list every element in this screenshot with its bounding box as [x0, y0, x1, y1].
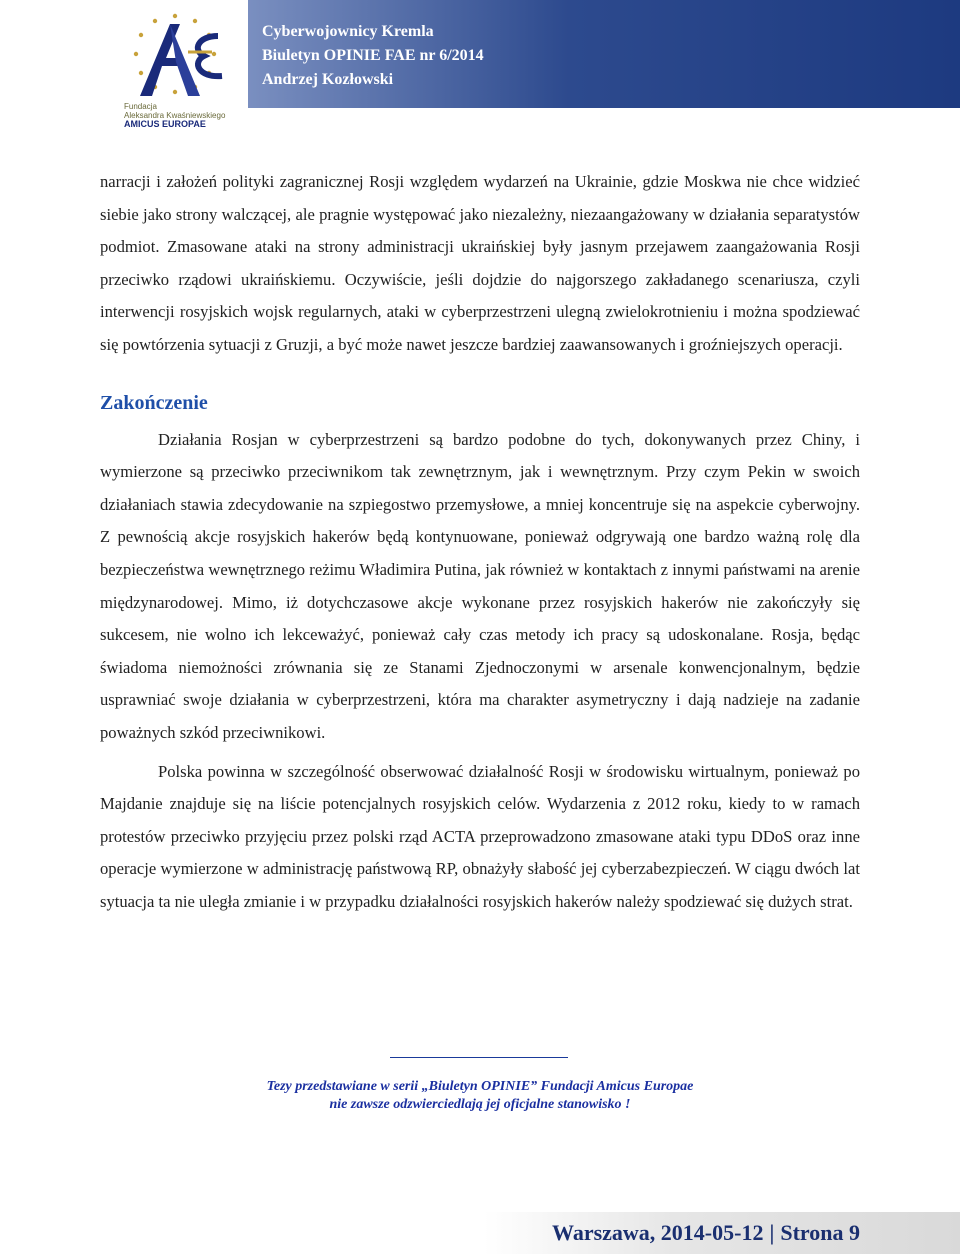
disclaimer-footnote	[0, 1078, 960, 1114]
logo-caption	[124, 102, 244, 129]
page-footer	[552, 1218, 860, 1248]
amicus-europae-logo-icon	[100, 6, 250, 136]
body-paragraph-2: Działania Rosjan w cyberprzestrzeni są bardzo podobne do tych, dokonywanych przez Chiny, i wymierzone są przeciwko przeciwnikom tak zewnętrznym, jak i wewnętrznym. Przy czym Pekin w swoich działaniach stawia zdecydowanie na szpiegostwo przemysłowe, a mniej koncentruje się na aspekcie cyberwojny. Z pewnością akcje rosyjskich hakerów będą kontynuowane, ponieważ odgrywają one bardzo ważną rolę dla bezpieczeństwa wewnętrznego reżimu Władimira Putina, jak również w kontaktach z innymi państwami na arenie międzynarodowej. Mimo, iż dotychczasowe akcje wykonane przez rosyjskich hakerów nie zakończyły się sukcesem, nie wolno ich lekceważyć, ponieważ cały czas metody ich pracy są udoskonalane. Rosja, będąc świadoma niemożności zrównania się ze Stanami Zjednoczonymi w arsenale konwencjonalnym, będzie usprawniać swoje działania w cyberprzestrzeni, która ma charakter asymetryczny i dają nadzieje na zadanie poważnych szkód przeciwnikowi.	[100, 429, 860, 742]
document-title: Cyberwojownicy Kremla	[262, 23, 434, 40]
body-paragraph-1: narracji i założeń polityki zagranicznej Rosji względem wydarzeń na Ukrainie, gdzie Moskwa nie chce widzieć siebie jako strony walczącej, ale pragnie występować jako niezależny, niezaangażowany w działania separatystów podmiot. Zmasowane ataki na strony administracji ukraińskiej były jasnym przejawem zaangażowania Rosji przeciwko rządowi ukraińskiemu. Oczywiście, jeśli dojdzie do najgorszego zakładanego scenariusza, czyli interwencji rosyjskich wojsk regularnych, ataki w cyberprzestrzeni ulegną zwielokrotnieniu i można spodziewać się powtórzenia sytuacji z Gruzji, a być może nawet jeszcze bardziej zaawansowanych i groźniejszych operacji.	[100, 172, 860, 354]
page-header	[0, 0, 960, 140]
logo-caption-line1: Fundacja	[124, 102, 157, 111]
disclaimer-line-2: nie zawsze odzwierciedlają jej oficjalne stanowisko !	[329, 1097, 631, 1112]
logo-caption-line3: AMICUS EUROPAE	[124, 119, 206, 129]
main-content	[100, 166, 860, 918]
footer-separator: |	[769, 1220, 775, 1245]
page-number: Strona 9	[780, 1220, 860, 1245]
disclaimer-line-1: Tezy przedstawiane w serii „Biuletyn OPINIE” Fundacji Amicus Europae	[266, 1079, 694, 1094]
section-heading-conclusion: Zakończenie	[100, 391, 208, 414]
footer-place-date: Warszawa, 2014-05-12	[552, 1220, 764, 1245]
logo-graphic-icon	[100, 6, 250, 106]
logo-caption-line2: Aleksandra Kwaśniewskiego	[124, 111, 226, 120]
body-paragraph-3: Polska powinna w szczególność obserwować działalność Rosji w środowisku wirtualnym, ponieważ po Majdanie znajduje się na liście potencjalnych rosyjskich celów. Wydarzenia z 2012 roku, kiedy to w ramach protestów przeciwko przyjęciu przez polski rząd ACTA przeprowadzono zmasowane ataki typu DDoS oraz inne operacje wymierzone w administrację państwową RP, obnażyły słabość jej cyberzabezpieczeń. W ciągu dwóch lat sytuacja ta nie uległa zmianie i w przypadku działalności rosyjskich hakerów należy spodziewać się dużych strat.	[100, 761, 860, 911]
bulletin-subtitle: Biuletyn OPINIE FAE nr 6/2014	[262, 47, 484, 64]
header-titles	[262, 20, 484, 92]
footnote-divider	[390, 1057, 568, 1058]
author-name: Andrzej Kozłowski	[262, 71, 394, 88]
